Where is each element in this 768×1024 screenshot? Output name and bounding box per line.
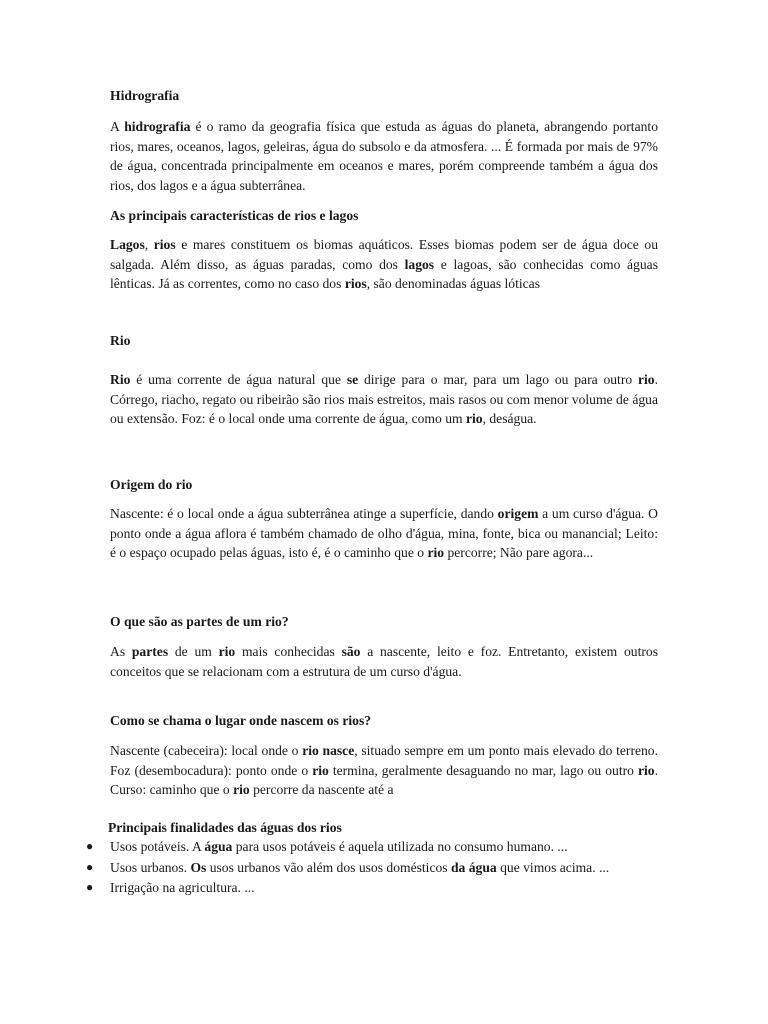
- paragraph-hidrografia: A hidrografia é o ramo da geografia física que estuda as águas do planeta, abrangendo portanto rios, mares, oceanos, lagos, geleiras, água do subsolo e da atmosfera. ... É formada por mais de 97% de água, concentrada principalmente em oceanos e mares, porém compreende também a água dos rios, dos lagos e a água subterrânea.: [110, 119, 658, 193]
- bullet-icon: ●: [86, 839, 94, 853]
- heading-hidrografia: Hidrografia: [110, 88, 180, 103]
- bullet-icon: ●: [86, 880, 94, 894]
- list-item: ● Usos urbanos. Os usos urbanos vão além dos usos domésticos da água que vimos acima. ...: [86, 858, 658, 878]
- list-item: ● Irrigação na agricultura. ...: [86, 878, 658, 898]
- paragraph-nascem: Nascente (cabeceira): local onde o rio nasce, situado sempre em um ponto mais elevado do terreno. Foz (desembocadura): ponto onde o rio termina, geralmente desaguando no mar, lago ou outro rio. Curso: caminho que o rio percorre da nascente até a: [110, 743, 658, 797]
- paragraph-partes: As partes de um rio mais conhecidas são a nascente, leito e foz. Entretanto, existem outros conceitos que se relacionam com a estrutura de um curso d'água.: [110, 644, 658, 679]
- heading-caracteristicas: As principais características de rios e lagos: [110, 208, 359, 223]
- heading-partes: O que são as partes de um rio?: [110, 614, 289, 629]
- finalidades-list: [86, 837, 658, 899]
- bullet-icon: ●: [86, 859, 94, 874]
- heading-rio: Rio: [110, 333, 131, 348]
- paragraph-rio: Rio é uma corrente de água natural que se dirige para o mar, para um lago ou para outro rio. Córrego, riacho, regato ou ribeirão são rios mais estreitos, mais rasos ou com menor volume de água ou extensão. Foz: é o local onde uma corrente de água, como um rio, deságua.: [110, 372, 658, 426]
- heading-finalidades: Principais finalidades das águas dos rios: [108, 820, 342, 835]
- heading-nascem: Como se chama o lugar onde nascem os rios?: [110, 713, 372, 728]
- heading-origem: Origem do rio: [110, 477, 193, 492]
- paragraph-origem: Nascente: é o local onde a água subterrânea atinge a superfície, dando origem a um curso d'água. O ponto onde a água aflora é também chamado de olho d'água, mina, fonte, bica ou manancial; Leito: é o espaço ocupado pelas águas, isto é, é o caminho que o rio percorre; Não pare agora...: [110, 506, 658, 560]
- paragraph-caracteristicas: Lagos, rios e mares constituem os biomas aquáticos. Esses biomas podem ser de água doce ou salgada. Além disso, as águas paradas, como dos lagos e lagoas, são conhecidas como águas lênticas. Já as correntes, como no caso dos rios, são denominadas águas lóticas: [110, 237, 658, 291]
- list-item: ● Usos potáveis. A água para usos potáveis é aquela utilizada no consumo humano. ...: [86, 837, 658, 857]
